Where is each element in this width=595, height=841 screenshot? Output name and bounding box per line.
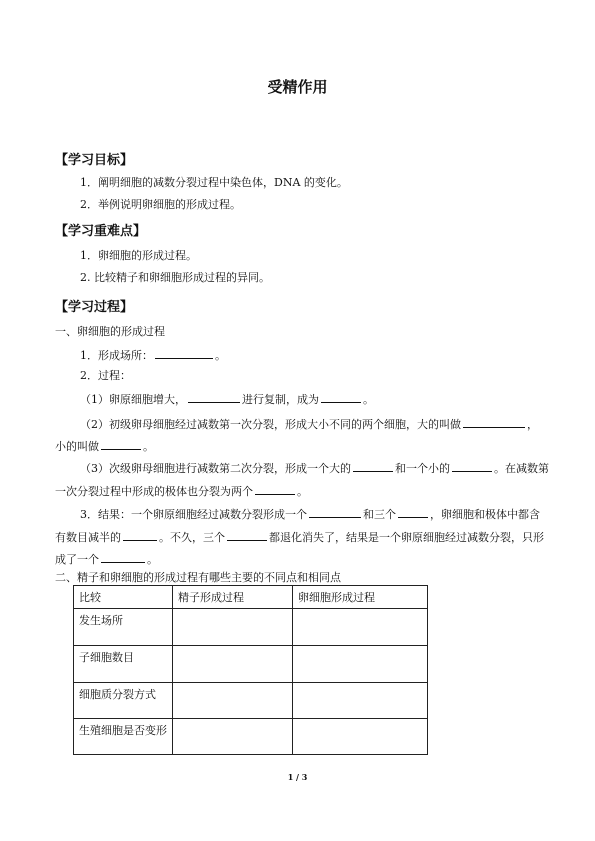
table-row-label: 生殖细胞是否变形 — [74, 719, 173, 755]
process-heading: 【学习过程】 — [55, 300, 134, 315]
table-row-label: 细胞质分裂方式 — [74, 683, 173, 719]
result-line-1: 3．结果：一个卵原细胞经过减数分裂形成一个 和三个 ，卵细胞和极体中都含 — [80, 508, 540, 521]
table-header-row — [74, 586, 428, 609]
keypoint-item: 1．卵细胞的形成过程。 — [80, 249, 197, 262]
process-step-2: （2）初级卵母细胞经过减数第一次分裂，形成大小不同的两个细胞，大的叫做 ， — [80, 418, 538, 431]
answer-blank[interactable] — [463, 416, 525, 428]
process-step-3-cont: 一次分裂过程中形成的极体也分裂为两个 。 — [55, 485, 308, 498]
answer-blank[interactable] — [309, 506, 361, 518]
table-cell[interactable] — [173, 646, 293, 683]
answer-blank[interactable] — [255, 483, 295, 495]
table-cell[interactable] — [173, 609, 293, 646]
page-title: 受精作用 — [267, 78, 328, 96]
place-label: 1．形成场所： — [80, 349, 153, 362]
place-line: 1．形成场所： 。 — [80, 349, 226, 362]
answer-blank[interactable] — [398, 506, 428, 518]
table-row-label: 子细胞数目 — [74, 646, 173, 683]
process-step-1: （1）卵原细胞增大， 进行复制，成为 。 — [80, 393, 374, 406]
table-row — [74, 683, 428, 719]
page-number: 1 / 3 — [287, 772, 308, 782]
process-label: 2．过程： — [80, 369, 131, 382]
table-cell[interactable] — [293, 646, 428, 683]
answer-blank[interactable] — [227, 529, 267, 541]
table-cell[interactable] — [293, 719, 428, 755]
section-1-heading: 一、卵细胞的形成过程 — [55, 325, 165, 338]
keypoints-heading: 【学习重难点】 — [55, 224, 147, 239]
answer-blank[interactable] — [321, 391, 361, 403]
answer-blank[interactable] — [452, 460, 492, 472]
goal-item: 2．举例说明卵细胞的形成过程。 — [80, 198, 241, 211]
table-row-label: 发生场所 — [74, 609, 173, 646]
table-header: 卵细胞形成过程 — [293, 586, 428, 609]
process-step-3: （3）次级卵母细胞进行减数第二次分裂，形成一个大的 和一个小的 。在减数第 — [80, 462, 549, 475]
process-step-2-cont: 小的叫做 。 — [55, 440, 154, 453]
answer-blank[interactable] — [188, 391, 240, 403]
table-header: 比较 — [74, 586, 173, 609]
table-cell[interactable] — [173, 683, 293, 719]
goal-item: 1．阐明细胞的减数分裂过程中染色体，DNA 的变化。 — [80, 176, 348, 189]
answer-blank[interactable] — [101, 551, 145, 563]
result-line-2: 有数目减半的 。不久，三个 都退化消失了，结果是一个卵原细胞经过减数分裂，只形 — [55, 531, 544, 544]
keypoint-item: 2. 比较精子和卵细胞形成过程的异同。 — [80, 271, 270, 284]
answer-blank[interactable] — [155, 347, 213, 359]
table-row — [74, 719, 428, 755]
table-cell[interactable] — [173, 719, 293, 755]
table-cell[interactable] — [293, 609, 428, 646]
answer-blank[interactable] — [123, 529, 157, 541]
table-row — [74, 609, 428, 646]
comparison-table — [73, 585, 428, 755]
table-cell[interactable] — [293, 683, 428, 719]
answer-blank[interactable] — [101, 438, 141, 450]
table-row — [74, 646, 428, 683]
answer-blank[interactable] — [353, 460, 393, 472]
table-header: 精子形成过程 — [173, 586, 293, 609]
result-line-3: 成了一个 。 — [55, 553, 158, 566]
goals-heading: 【学习目标】 — [55, 153, 134, 168]
section-2-heading: 二、精子和卵细胞的形成过程有哪些主要的不同点和相同点 — [55, 571, 341, 584]
